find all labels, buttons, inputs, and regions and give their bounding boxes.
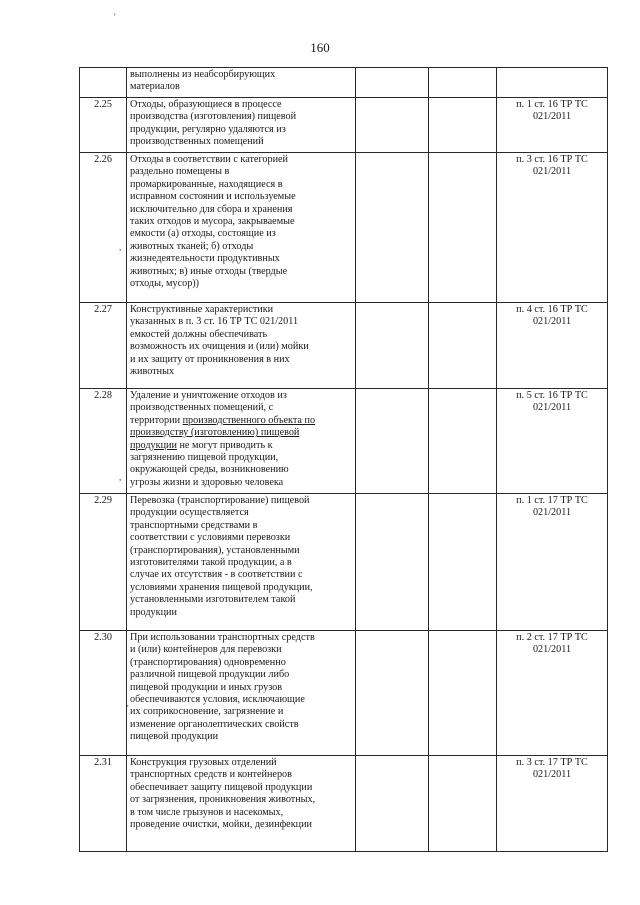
reference-line: 021/2011 <box>532 507 572 519</box>
requirement-line: Отходы в соответствии с категорией <box>130 154 288 165</box>
row-number: 2.30 <box>80 631 127 756</box>
reference-line: п. 3 ст. 16 ТР ТС <box>516 154 588 165</box>
notes-cell <box>429 494 497 631</box>
row-number: 2.31 <box>80 756 127 852</box>
requirement-line: Удаление и уничтожение отходов из <box>130 390 287 401</box>
reference-line: п. 4 ст. 16 ТР ТС <box>516 304 588 315</box>
requirement-line: животных; в) иные отходы (твердые <box>130 265 288 277</box>
scan-mark: , <box>126 698 129 708</box>
reference-line: 021/2011 <box>532 402 572 414</box>
requirement-line: в том числе грызунов и насекомых, <box>130 806 284 818</box>
status-cell <box>356 494 429 631</box>
legal-reference <box>497 153 608 303</box>
requirement-text <box>127 631 356 756</box>
notes-cell <box>429 303 497 389</box>
requirement-line: их соприкосновение, загрязнение и <box>130 706 284 718</box>
requirement-line: окружающей среды, возникновению <box>130 464 289 476</box>
legal-reference <box>497 389 608 494</box>
reference-line: п. 1 ст. 17 ТР ТС <box>516 495 588 506</box>
scan-mark: , <box>119 242 122 252</box>
requirement-line: Конструкция грузовых отделений <box>130 757 277 768</box>
table-row <box>80 303 608 389</box>
table-row <box>80 153 608 303</box>
requirement-line: пищевой продукции и иных грузов <box>130 681 283 693</box>
legal-reference <box>497 98 608 153</box>
legal-reference <box>497 756 608 852</box>
reference-line: п. 3 ст. 17 ТР ТС <box>516 757 588 768</box>
requirement-line: продукции, регулярно удаляются из <box>130 123 286 135</box>
requirement-line: территории производственного объекта по <box>130 414 316 426</box>
legal-reference <box>497 494 608 631</box>
requirement-line: промаркированные, находящиеся в <box>130 178 283 190</box>
requirement-line: (транспортирования) одновременно <box>130 656 286 668</box>
requirement-line: Отходы, образующиеся в процессе <box>130 99 282 110</box>
requirement-line: таких отходов и мусора, закрываемые <box>130 216 295 228</box>
requirement-line: изменение органолептических свойств <box>130 718 299 730</box>
requirement-line: соответствии с условиями перевозки <box>130 532 291 544</box>
requirement-line: выполнены из неабсорбирующих <box>130 69 276 80</box>
requirement-text <box>127 68 356 98</box>
reference-line: п. 2 ст. 17 ТР ТС <box>516 632 588 643</box>
requirement-line: различной пищевой продукции либо <box>130 669 290 681</box>
legal-reference <box>497 631 608 756</box>
requirement-line: жизнедеятельности продуктивных <box>130 253 280 265</box>
requirement-line: исправном состоянии и используемые <box>130 191 296 203</box>
notes-cell <box>429 756 497 852</box>
requirement-line: продукции <box>130 606 177 618</box>
notes-cell <box>429 68 497 98</box>
requirement-line: животных тканей; б) отходы <box>130 240 254 252</box>
row-number <box>80 68 127 98</box>
requirement-line: производства (изготовления) пищевой <box>130 111 297 123</box>
requirement-text <box>127 303 356 389</box>
status-cell <box>356 303 429 389</box>
requirements-table <box>79 67 608 852</box>
status-cell <box>356 631 429 756</box>
table-row <box>80 494 608 631</box>
reference-line: 021/2011 <box>532 644 572 656</box>
requirement-line: обеспечивает защиту пищевой продукции <box>130 781 313 793</box>
requirement-line: продукции осуществляется <box>130 507 249 519</box>
requirement-line: производственных помещений <box>130 136 264 148</box>
requirement-text <box>127 494 356 631</box>
requirement-line: от загрязнения, проникновения животных, <box>130 794 316 806</box>
table-row <box>80 68 608 98</box>
table-row <box>80 631 608 756</box>
requirement-line: При использовании транспортных средств <box>130 632 315 643</box>
table-row <box>80 756 608 852</box>
scan-mark: ' <box>114 12 116 22</box>
requirement-line: обеспечиваются условия, исключающие <box>130 694 305 706</box>
requirement-line: емкостей должны обеспечивать <box>130 328 268 340</box>
table-row <box>80 98 608 153</box>
status-cell <box>356 153 429 303</box>
requirement-line: проведение очистки, мойки, дезинфекции <box>130 819 313 831</box>
requirement-line: угрозы жизни и здоровью человека <box>130 476 284 488</box>
table-row <box>80 389 608 494</box>
row-number: 2.29 <box>80 494 127 631</box>
requirement-line: изготовителями такой продукции, а в <box>130 557 292 569</box>
requirement-line: производственных помещений, с <box>130 402 274 414</box>
notes-cell <box>429 631 497 756</box>
requirement-line: и их защиту от проникновения в них <box>130 353 290 365</box>
requirement-line: транспортными средствами в <box>130 519 258 531</box>
reference-line: 021/2011 <box>532 316 572 328</box>
requirement-line: пищевой продукции <box>130 731 219 743</box>
row-number: 2.27 <box>80 303 127 389</box>
requirement-line: материалов <box>130 81 180 93</box>
notes-cell <box>429 153 497 303</box>
requirement-text <box>127 756 356 852</box>
row-number: 2.26 <box>80 153 127 303</box>
page-number: 160 <box>310 40 330 55</box>
status-cell <box>356 68 429 98</box>
requirement-line: транспортных средств и контейнеров <box>130 769 292 781</box>
reference-line: 021/2011 <box>532 166 572 178</box>
requirement-line: отходы, мусор)) <box>130 278 200 290</box>
requirement-text <box>127 389 356 494</box>
status-cell <box>356 756 429 852</box>
requirement-line: загрязнению пищевой продукции, <box>130 452 279 464</box>
requirement-line: Перевозка (транспортирование) пищевой <box>130 495 310 506</box>
status-cell <box>356 98 429 153</box>
requirement-line: случае их отсутствия - в соответствии с <box>130 569 303 581</box>
row-number: 2.25 <box>80 98 127 153</box>
requirement-line: производству (изготовлению) пищевой <box>130 427 300 439</box>
reference-line: п. 5 ст. 16 ТР ТС <box>516 390 588 401</box>
notes-cell <box>429 389 497 494</box>
reference-line: 021/2011 <box>532 769 572 781</box>
requirement-line: исключительно для сбора и хранения <box>130 203 293 215</box>
requirement-line: раздельно помещены в <box>130 166 230 178</box>
notes-cell <box>429 98 497 153</box>
requirement-line: возможность их очищения и (или) мойки <box>130 341 309 353</box>
requirement-line: Конструктивные характеристики <box>130 304 274 315</box>
reference-line: п. 1 ст. 16 ТР ТС <box>516 99 588 110</box>
requirement-line: условиями хранения пищевой продукции, <box>130 581 313 593</box>
scan-mark: , <box>119 472 122 482</box>
requirement-line: и (или) контейнеров для перевозки <box>130 644 282 656</box>
requirement-line: продукции не могут приводить к <box>130 439 273 451</box>
reference-line: 021/2011 <box>532 111 572 123</box>
legal-reference <box>497 303 608 389</box>
legal-reference <box>497 68 608 98</box>
requirement-line: указанных в п. 3 ст. 16 ТР ТС 021/2011 <box>130 316 299 328</box>
requirement-line: установленными изготовителем такой <box>130 594 296 606</box>
requirement-line: емкости (а) отходы, состоящие из <box>130 228 276 240</box>
requirement-text <box>127 153 356 303</box>
requirement-line: (транспортирования), установленными <box>130 544 300 556</box>
status-cell <box>356 389 429 494</box>
requirement-text <box>127 98 356 153</box>
row-number: 2.28 <box>80 389 127 494</box>
requirement-line: животных <box>130 366 175 378</box>
